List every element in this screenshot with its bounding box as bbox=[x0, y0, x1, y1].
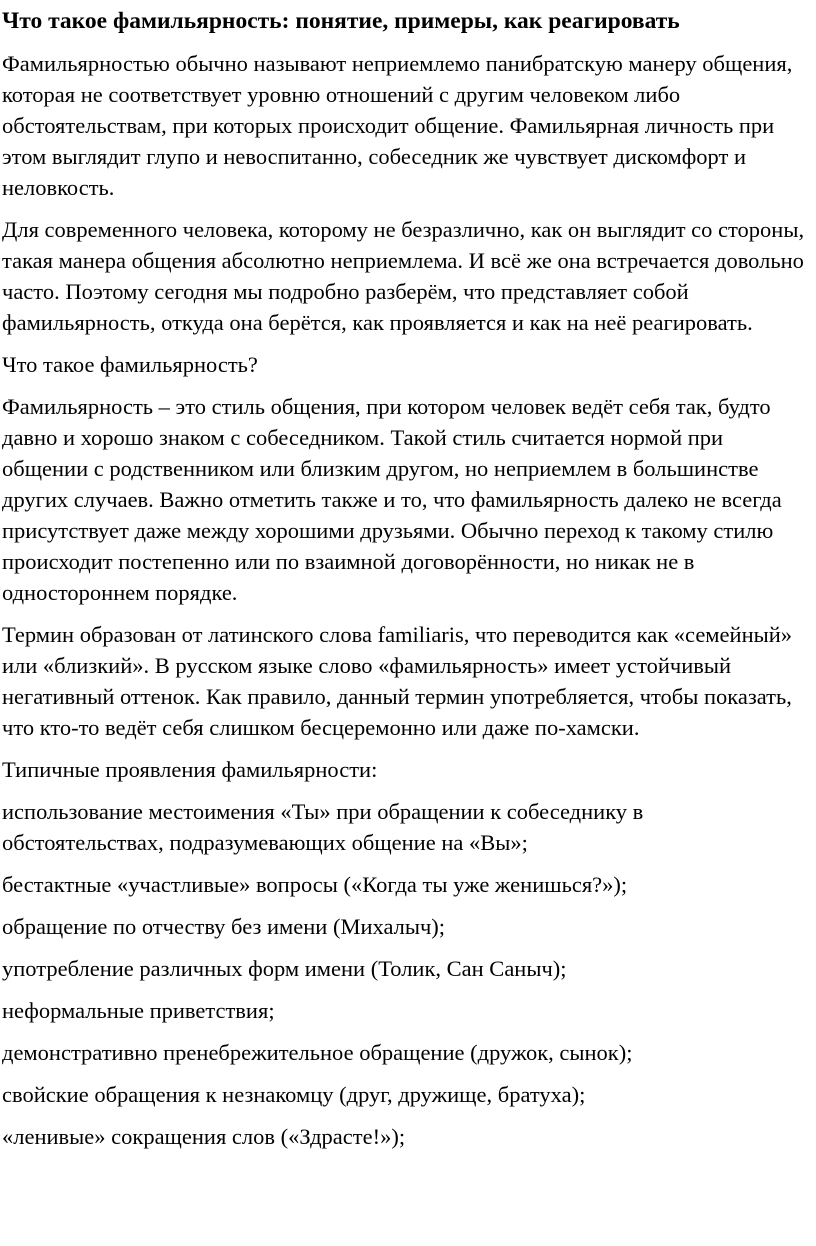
document-title: Что такое фамильярность: понятие, примеры, как реагировать bbox=[2, 8, 680, 34]
list-item: употребление различных форм имени (Толик, Сан Саныч); bbox=[2, 956, 567, 981]
list-item: «ленивые» сокращения слов («Здрасте!»); bbox=[2, 1124, 406, 1149]
paragraph-etymology: Термин образован от латинского слова familiaris, что переводится как «семейный» или «близкий». В русском языке слово «фамильярность» имеет устойчивый негативный оттенок. Как правило, данный термин употребляется, чтобы показать, что кто-то ведёт себя слишком бесцеремонно или даже по-хамски. bbox=[2, 622, 793, 740]
paragraph-modern-person: Для современного человека, которому не безразлично, как он выглядит со стороны, такая манера общения абсолютно неприемлема. И всё же она встречается довольно часто. Поэтому сегодня мы подробно разберём, что представляет собой фамильярность, откуда она берётся, как проявляется и как на неё реагировать. bbox=[2, 217, 805, 335]
list-item: неформальные приветствия; bbox=[2, 998, 275, 1023]
paragraph-definition: Фамильярность – это стиль общения, при котором человек ведёт себя так, будто давно и хорошо знаком с собеседником. Такой стиль считается нормой при общении с родственником или близким другом, но неприемлем в большинстве других случаев. Важно отметить также и то, что фамильярность далеко не всегда присутствует даже между хорошими друзьями. Обычно переход к такому стилю происходит постепенно или по взаимной договорённости, но никак не в одностороннем порядке. bbox=[2, 394, 782, 605]
list-item: демонстративно пренебрежительное обращение (дружок, сынок); bbox=[2, 1040, 633, 1065]
list-item: бестактные «участливые» вопросы («Когда ты уже женишься?»); bbox=[2, 872, 628, 897]
paragraph-list-intro: Типичные проявления фамильярности: bbox=[2, 757, 378, 782]
list-item: свойские обращения к незнакомцу (друг, дружище, братуха); bbox=[2, 1082, 586, 1107]
list-item: использование местоимения «Ты» при обращении к собеседнику в обстоятельствах, подразумевающих общение на «Вы»; bbox=[2, 799, 644, 855]
manifestations-list bbox=[2, 796, 810, 1152]
list-item: обращение по отчеству без имени (Михалыч); bbox=[2, 914, 446, 939]
paragraph-intro: Фамильярностью обычно называют неприемлемо панибратскую манеру общения, которая не соответствует уровню отношений с другим человеком либо обстоятельствам, при которых происходит общение. Фамильярная личность при этом выглядит глупо и невоспитанно, собеседник же чувствует дискомфорт и неловкость. bbox=[2, 51, 793, 200]
section-heading-what-is: Что такое фамильярность? bbox=[2, 352, 258, 377]
